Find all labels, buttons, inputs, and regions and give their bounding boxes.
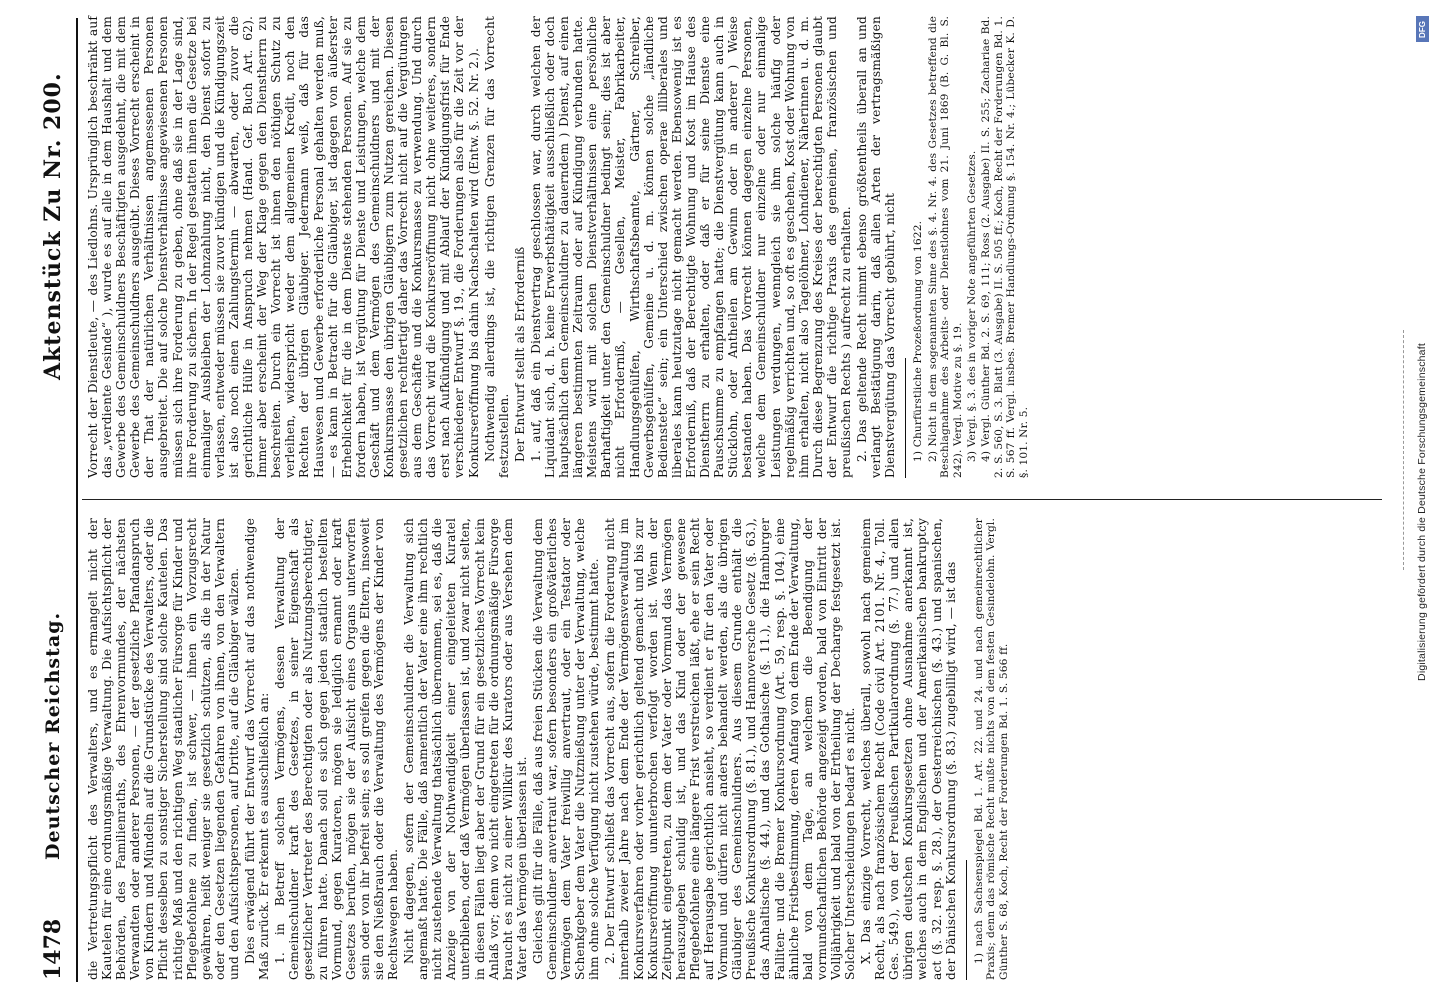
paragraph: Gleiches gilt für die Fälle, daß aus freien Stücken die Verwaltung dem Gemeinschuldner anvertraut war, sofern besonders ein großväterliches Vermögen dem Vater freiwillig anvertraut, oder ein Testator oder Schenkgeber dem Vater die Nutznießung unter der Verwaltung, welche ihm ohne solche Verfügung nicht zustehen würde, bestimmt hatte. bbox=[530, 518, 602, 980]
act-reference: Aktenstück Zu Nr. 200. bbox=[40, 72, 66, 380]
dfg-logo-text: DFG bbox=[1418, 20, 1428, 38]
running-title: Deutscher Reichstag. bbox=[42, 611, 64, 860]
paragraph: Nothwendig allerdings ist, die richtigen Grenzen für das Vorrecht festzustellen. bbox=[482, 16, 511, 478]
footnote-rule bbox=[966, 860, 967, 980]
paragraph: 2. Das geltende Recht nimmt ebenso größtentheils überall an und verlangt Bestätigung darin, daß allen Arten der vertragsmäßigen Dienstvergütung das Vorrecht gebührt, nicht bbox=[855, 16, 898, 478]
paragraph: Der Entwurf stellt als Erforderniß bbox=[512, 246, 527, 462]
paragraph: die Vertretungspflicht des Verwalters, und es ermangelt nicht der Kautelen für eine ordnungsmäßige Verwaltung. Die Aufsichtspflicht der Behörden, des Familienraths, des Ehrenvormundes, der nächsten Verwandten oder anderer Personen, — der gesetzliche Pfandanspruch von Kindern und Mündeln auf die Grundstücke des Verwalters, oder die Pflicht desselben zu sonstiger Sicherstellung sind solche Kautelen. Das richtige Maß und den richtigen Weg staatlicher Fürsorge für Kinder und Pflegebefohlene zu finden, ist schwer, — ihnen ein Vorzugsrecht gewähren, heißt weniger sie gesetzlich schützen, als die in der Natur oder den Gesetzen liegenden Gefahren von ihnen, von den Verwaltern und den Aufsichtspersonen, auf Dritte, auf die Gläubiger wälzen. bbox=[86, 518, 241, 980]
footnote: 3) Vergl. §. 3. des in voriger Note angeführten Gesetzes. bbox=[965, 150, 978, 462]
left-column bbox=[86, 518, 1012, 980]
paragraph: Nicht dagegen, sofern der Gemeinschuldner die Verwaltung sich angemaßt hatte. Die Fälle, daß namentlich der Vater eine ihm rechtlich nicht zustehende Verwaltung thatsächlich übernommen, sei es, daß die Anzeige von der Nothwendigkeit einer eingeleiteten Kuratel unterblieben, oder daß Vermögen überlassen ist, und zwar nicht selten, in diesen Fällen liegt aber der Grund für ein gesetzliches Vorrecht kein Anlaß vor; denn wo nicht eingetreten für die ordnungsmäßige Fürsorge braucht es nicht zu einer Willkür des Kurators oder aus Versehen dem Vater das Vermögen überlassen ist. bbox=[402, 518, 529, 980]
paragraph: 1. auf, daß ein Dienstvertrag geschlossen war, durch welchen der Liquidant sich, d. h. keine Erwerbsthätigkeit ausschließlich oder doch hauptsächlich dem Gemeinschuldner zu dauerndem ) Dienst, auf einen längeren bestimmten Zeitraum oder auf Kündigung verbunden hatte. Meistens wird mit solchen Dienstverhältnissen eine persönliche Barhaftigkeit unter den Gemeinschuldner bedingt sein; dies ist aber nicht Erforderniß, — Gesellen, Meister, Fabrikarbeiter, Handlungsgehülfen, Wirthschaftsbeamte, Gärtner, Schreiber, Gewerbsgehülfen, Gemeine u. d. m. können solche „ländliche Bedienstete“ sein; ein Unterschied zwischen operae illiberales und liberales kann heutzutage nicht gemacht werden. Ebensowenig ist es Erforderniß, daß der Berechtigte Wohnung und Kost im Hause des Dienstherrn zu erhalten, oder daß er für seine Dienste eine Pauschsumme zu empfangen hatte; die Dienstvergütung kann auch in Stücklohn, oder Antheilen am Gewinn oder in anderer ) Weise bestanden haben. Das Vorrecht können dagegen einzelne Personen, welche dem Gemeinschuldner nur einzelne oder nur einmalige Leistungen verdungen, wenngleich sie ihm solche häufig oder regelmäßig verrichten und, so oft es geschehen, Kost oder Wohnung von ihm erhalten, nicht also Tagelöhner, Lohndiener, Näherinnen u. d. m. Durch diese Begrenzung des Kreises der berechtigten Personen glaubt der Entwurf die richtige Praxis des gemeinen, französischen und preußischen Rechts ) aufrecht zu erhalten. bbox=[528, 16, 853, 478]
right-column bbox=[86, 16, 1032, 478]
scan-edge-mark bbox=[1403, 330, 1405, 570]
rotated-printed-page bbox=[16, 0, 1416, 1000]
footnote-rule bbox=[905, 358, 906, 478]
column-divider bbox=[82, 499, 1382, 500]
paragraph: 1. in Betreff solchen Vermögens, dessen Verwaltung der Gemeinschuldner kraft des Gesetzes, in seiner Eigenschaft als gesetzlicher Vertreter des Berechtigten oder als Nutzungsberechtigter, zu führen hatte. Danach soll es sich gegen jeden staatlich bestellten Vormund, gegen Kuratoren, mögen sie lediglich ernannt oder kraft Gesetzes berufen, mögen sie der Aufsicht eines Organs unterworfen sein oder von ihr befreit sein; es soll greifen gegen die Eltern, insoweit sie den Nießbrauch oder die Verwaltung des Vermögens der Kinder von Rechtswegen haben. bbox=[273, 518, 400, 980]
dfg-logo bbox=[1416, 16, 1429, 42]
footnote: 4) Vergl. Günther Bd. 2. S. 69, 111; Ross (2. Ausgabe) II. S. 255; Zachariae Bd. 2. S. 560, S. 3. Blatt (3. Ausgabe) II. S. 505 ff.; Koch, Recht der Forderungen Bd. 1. S. 567 ff. Vergl. insbes. Bremer Handlungs-Ordnung §. 154. Nr. 4.; Lübecker K. D. §. 101. Nr. 5. bbox=[980, 16, 1030, 478]
credit-text: Digitalisierung gefördert durch die Deutsche Forschungsgemeinschaft bbox=[1416, 343, 1428, 681]
footnote: 2) Nicht in dem sogenannten Sinne des §. 4. Nr. 4. des Gesetzes betreffend die Beschlagnahme des Arbeits- oder Dienstlohnes vom 21. Juni 1869 (B. G. Bl. S. 242). Vergl. Motive zu §. 19. bbox=[926, 16, 964, 478]
paragraph: X. Das einzige Vorrecht, welches überall, sowohl nach gemeinem Recht, als nach französischem Recht (Code civil Art. 2101. Nr. 4., Toll. Ges. 549.), von der Preußischen Partikularordnung (§. 77.) und allen übrigen deutschen Konkursgesetzen ohne Ausnahme anerkannt ist, welches auch in dem Englischen und der Amerikanischen bankruptcy act (§. 32. resp. §. 28.), der Oesterreichischen (§. 43.) und spanischen, der Dänischen Konkursordnung (§. 83.) zugebilligt wird, — ist das bbox=[859, 518, 958, 980]
page-header bbox=[36, 20, 70, 980]
paragraph: Vorrecht der Dienstleute, — des Liedlohns. Ursprünglich beschränkt auf das „verdiente Gesinde“ ), wurde es auf alle in dem Haushalt und dem Gewerbe des Gemeinschuldners Beschäftigten ausgedehnt, die mit dem Gewerbe des Gemeinschuldners ausgeübt. Dieses Vorrecht erscheint in der That der natürlichen Verhältnissen angemessenen Personen ausgebreitet. Die auf solche Dienstverhältnisse angewiesenen Personen müssen sich ihre Forderung zu geben, ohne daß sie in der Lage sind, ihre Forderung zu sichern. In der Regel gestatten ihnen die Gesetze bei einmaliger Ausbleiben der Lohnzahlung nicht, den Dienst sofort zu verlassen, entweder müssen sie zuvor kündigen und die Kündigungszeit ist also noch einen Zahlungstermin — abwarten, oder zuvor die gerichtliche Hülfe in Anspruch nehmen (Hand. Gef. Buch Art. 62). Immer aber erscheint der Weg der Klage gegen den Dienstherrn zu beschreiten. Durch ein Vorrecht ist ihnen den nöthigen Schutz zu verleihen, widerspricht weder dem allgemeinen Kredit, noch den Rechten der übrigen Gläubiger. Jedermann weiß, daß für das Hauswesen und Gewerbe erforderliche Personal gehalten werden muß, — es kann in Betracht für die Gläubiger, ist dagegen von äußerster Erheblichkeit für die in dem Dienste stehenden Personen. Auf sie zu fordern haben, ist Vergütung für Dienste und Leistungen, welche dem Geschäft und dem Vermögen des Gemeinschuldners und mit der Konkursmasse den übrigen Gläubigern zum Nutzen gereichen. Diesen gesetzlichen rechtfertigt daher das Vorrecht nicht auf die Vergütungen aus dem Geschäfte und die Konkursmasse zu verwendung. Und durch das Vorrecht wird die Konkurseröffnung nicht ohne weiteres, sondern erst nach Aufkündigung und mit Ablauf der Kündigungsfrist für Ende verschiedener Entwurf §. 19., die Forderungen also für die Zeit vor der Konkurseröffnung bis dahin Nachschalten wird (Entw. §. 52. Nr. 2.). bbox=[86, 16, 481, 478]
footnote: 1) nach Sachsenspiegel Bd. 1. Art. 22. und 24. und nach gemeinrechtlicher Praxis; denn das römische Recht mußte nichts von dem festen Gesindelohn. Vergl. Günther S. 68, Koch, Recht der Forderungen Bd. 1. S. 566 ff. bbox=[972, 518, 1010, 980]
header-rule bbox=[76, 18, 78, 982]
footnote: 1) Churfürstliche Prozeßordnung von 1622. bbox=[912, 220, 925, 462]
paragraph: 2. Der Entwurf schließt das Vorrecht aus, sofern die Forderung nicht innerhalb zweier Jahre nach dem Ende der Vermögensverwaltung im Konkursverfahren oder vorher gerichtlich geltend gemacht und bis zur Konkurseröffnung ununterbrochen verfolgt worden ist. Wenn der Zeitpunkt eingetreten, zu dem der Vater oder Vormund das Vermögen herauszugeben schuldig ist, und das Kind oder der gewesene Pflegebefohlene eine längere Frist verstreichen läßt, ehe er sein Recht auf Herausgabe gerichtlich ansieht, so verdient er für den Vater oder Vormund und dürfen nicht anders behandelt werden, als die übrigen Gläubiger des Gemeinschuldners. Aus diesem Grunde enthält die Preußische Konkursordnung (§. 81.), und Hannoversche Gesetz (§. 63.), das Anhaltische (§. 44.), und das Gothaische (§. 11.), die Hamburger Falliten- und die Bremer Konkursordnung (Art. 59, resp. §. 104.) eine ähnliche Fristbestimmung, deren Anfang von dem Ende der Verwaltung, bald von dem Tage, an welchem die Beendigung der vormundschaftlichen Behörde angezeigt worden, bald von Eintritt der Volljährigkeit und bald von der Ertheilung der Decharge festgesetzt ist. Solcher Unterscheidungen bedarf es nicht. bbox=[603, 518, 857, 980]
paragraph: Dies erwägend führt der Entwurf das Vorrecht auf das nothwendige Maß zurück. Er erkennt es ausschließlich an: bbox=[243, 518, 272, 980]
digitization-credit bbox=[1413, 12, 1431, 988]
page-number: 1478 bbox=[40, 918, 66, 980]
